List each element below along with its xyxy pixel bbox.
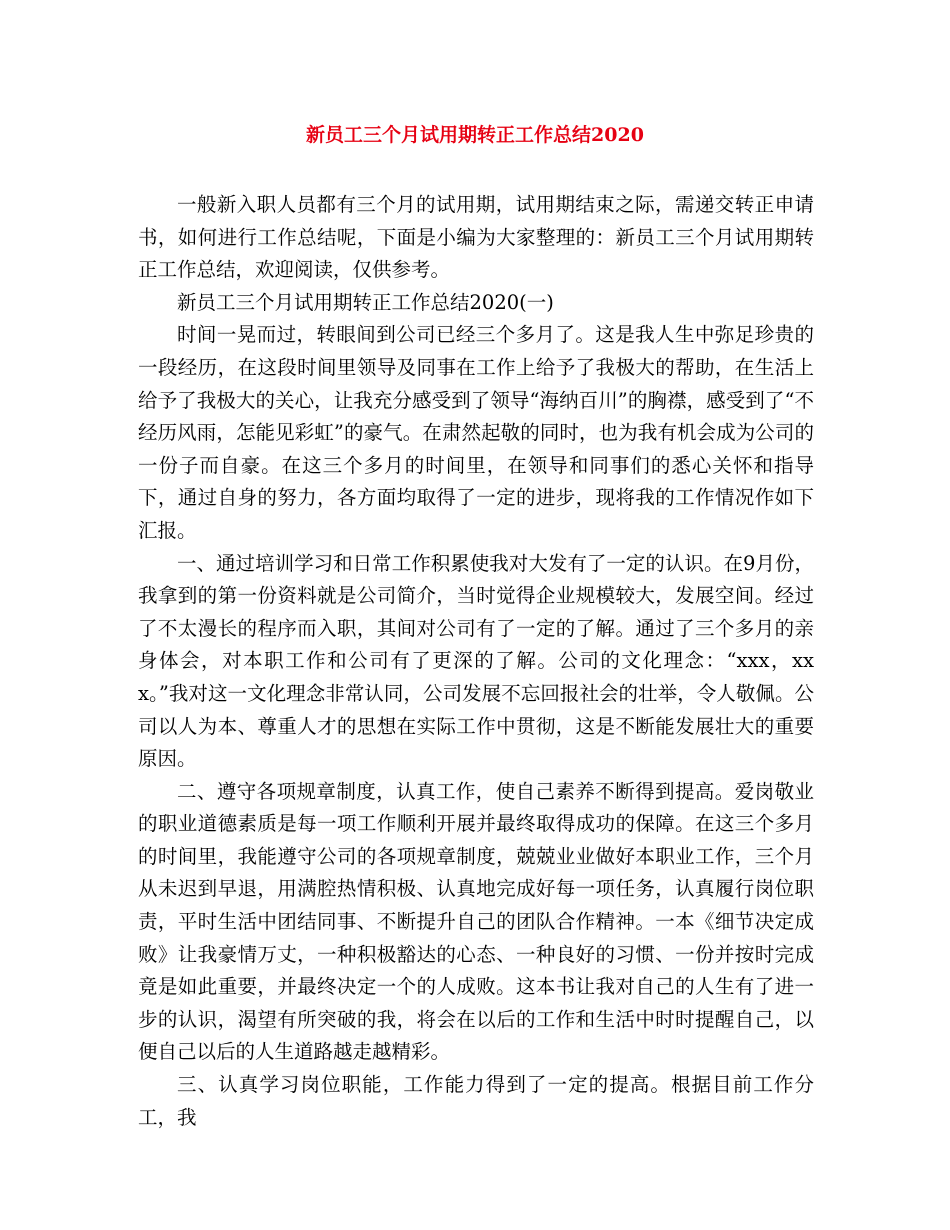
document-title: 新员工三个月试用期转正工作总结2020 <box>306 124 644 146</box>
body-paragraph: 时间一晃而过，转眼间到公司已经三个多月了。这是我人生中弥足珍贵的一段经历，在这段时间里领导及同事在工作上给予了我极大的帮助，在生活上给予了我极大的关心，让我充分感受到了领导“海纳百川”的胸襟，感受到了“不经历风雨，怎能见彩虹”的豪气。在肃然起敬的同时，也为我有机会成为公司的一份子而自豪。在这三个多月的时间里，在领导和同事们的悉心关怀和指导下，通过自身的努力，各方面均取得了一定的进步，现将我的工作情况作如下汇报。 <box>138 323 814 542</box>
body-paragraph: 三、认真学习岗位职能，工作能力得到了一定的提高。根据目前工作分工，我 <box>138 1073 814 1129</box>
body-paragraph: 二、遵守各项规章制度，认真工作，使自己素养不断得到提高。爱岗敬业的职业道德素质是每一项工作顺利开展并最终取得成功的保障。在这三个多月的时间里，我能遵守公司的各项规章制度，兢兢业业做好本职业工作，三个月从未迟到早退，用满腔热情积极、认真地完成好每一项任务，认真履行岗位职责，平时生活中团结同事、不断提升自己的团队合作精神。一本《细节决定成败》让我豪情万丈，一种积极豁达的心态、一种良好的习惯、一份并按时完成竟是如此重要，并最终决定一个的人成败。这本书让我对自己的人生有了进一步的认识，渴望有所突破的我，将会在以后的工作和生活中时时提醒自己，以便自己以后的人生道路越走越精彩。 <box>138 779 814 1064</box>
body-paragraph: 一、通过培训学习和日常工作积累使我对大发有了一定的认识。在9月份，我拿到的第一份资料就是公司简介，当时觉得企业规模较大，发展空间。经过了不太漫长的程序而入职，其间对公司有了一定的了解。通过了三个多月的亲身体会，对本职工作和公司有了更深的了解。公司的文化理念：“xxx，xxx。”我对这一文化理念非常认同，公司发展不忘回报社会的壮举，令人敬佩。公司以人为本、尊重人才的思想在实际工作中贯彻，这是不断能发展壮大的重要原因。 <box>138 551 814 771</box>
section-heading: 新员工三个月试用期转正工作总结2020(一) <box>177 290 554 314</box>
document-body <box>138 189 814 1134</box>
intro-paragraph: 一般新入职人员都有三个月的试用期，试用期结束之际，需递交转正申请书，如何进行工作总结呢，下面是小编为大家整理的：新员工三个月试用期转正工作总结，欢迎阅读，仅供参考。 <box>138 193 814 282</box>
